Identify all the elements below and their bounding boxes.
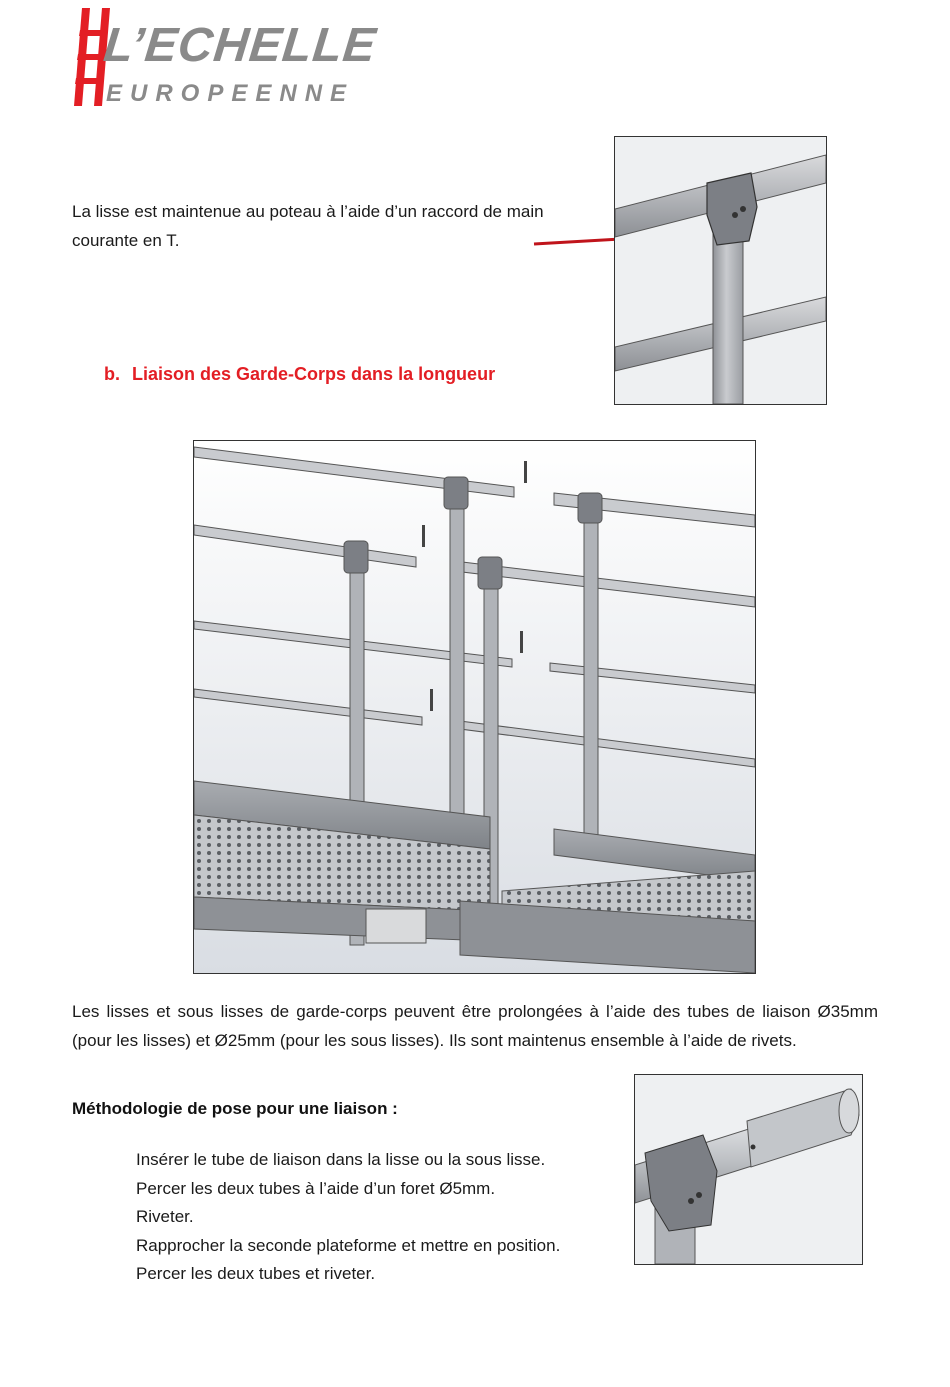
step-item: Rapprocher la seconde plateforme et mettre en position. — [136, 1235, 561, 1255]
methodology-steps — [136, 1146, 560, 1289]
section-title: Liaison des Garde-Corps dans la longueur — [132, 364, 496, 384]
detail-image — [634, 1074, 863, 1265]
logo-line1: L’ECHELLE — [101, 19, 379, 72]
methodology-heading: Méthodologie de pose pour une liaison : — [72, 1099, 398, 1118]
connection-detail-illustration — [635, 1075, 862, 1264]
connection-description: Les lisses et sous lisses de garde-corps peuvent être prolongées à l’aide des tubes de liaison Ø35mm (pour les lisses) et Ø25mm (pour les sous lisses). Ils sont maintenus ensemble à l’aide de rivets. — [72, 1002, 878, 1050]
assembly-image — [193, 440, 756, 974]
section-heading — [104, 364, 495, 385]
step-item: Percer les deux tubes à l’aide d’un foret Ø5mm. — [136, 1178, 496, 1198]
company-logo — [68, 8, 379, 113]
section-number: b. — [104, 364, 120, 384]
intro-text: La lisse est maintenue au poteau à l’aide d’un raccord de main courante en T. — [72, 202, 544, 250]
step-item: Riveter. — [136, 1207, 194, 1226]
step-item: Percer les deux tubes et riveter. — [136, 1264, 376, 1283]
tee-fitting-image — [614, 136, 827, 405]
guardrail-assembly-illustration — [194, 441, 755, 973]
tee-fitting-illustration — [615, 137, 826, 404]
step-item: Insérer le tube de liaison dans la lisse ou la sous lisse. — [136, 1150, 546, 1169]
logo-line2: EUROPEENNE — [106, 80, 355, 107]
